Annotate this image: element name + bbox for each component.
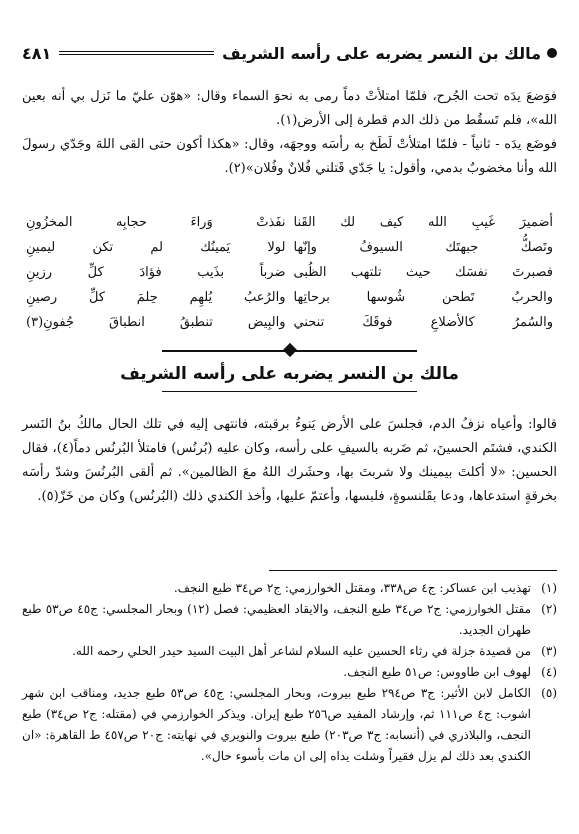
page	[22, 0, 557, 834]
poem-verse	[22, 260, 557, 285]
bullet-icon	[547, 48, 557, 58]
paragraph-3: قالوا: وأعياه نزفُ الدم، فجلسَ على الأرض يَنوءُ برقبته، فانتهى إليه في تلك الحال مالكُ بنُ النَسر الكندي، فشتَم الحسينَ، ثم ضَربه بالسيفِ على رأسه، وكان عليه (بُرنُس) فامتلأ البُرنُس دماً(٤)، فقال الحسين: «لا أكلتَ بيمينك ولا شربتَ بها، وحشَرك اللهُ معَ الظالمين». ثم ألقى البُرنُسَ وشدّ رأسَه بخرقةٍ استدعاها، ودعا بقَلنسوةٍ، فلبسها، وأعتمّ عليها، وأخذ الكندي ذلك (البُرنُس) وكان من خَزّ(٥).	[22, 417, 557, 504]
footnote-number: (٤)	[541, 665, 557, 679]
header-rule	[59, 51, 214, 55]
poem-verse	[22, 285, 557, 310]
diamond-icon	[282, 343, 296, 357]
poem-verse	[22, 210, 557, 235]
footnote-number: (٥)	[541, 686, 557, 700]
poem-verse	[22, 235, 557, 260]
running-header	[22, 40, 557, 66]
poem-hemistich-second: والرُعبُ يُلهِم حِلمَ كلِّ رصينِ	[26, 290, 286, 305]
footnote-item	[22, 641, 557, 662]
footnote-item	[22, 662, 557, 683]
poem-hemistich-second: لولا يَمينُك لم تكن ليمينِ	[26, 240, 286, 255]
poem-hemistich-second: نفَذتْ وَراءَ حجابِه المخزُونِ	[26, 215, 286, 230]
poem-hemistich-first: والحربُ تَطحن شُوسها برحاتِها	[293, 290, 553, 305]
paragraph-1: فوَضعَ يدَه تحت الجُرح، فلمّا امتلأتْ دماً رمى به نحوَ السماء وقال: «هوّن عليّ ما نَزل بي أنه بعين الله»، فلم تَسقُط من ذلك الدم قطرة إلى الأرض(١).	[22, 89, 557, 128]
poem-hemistich-first: وتَصكُّ جبهتَك السيوفُ وإنّها	[293, 240, 553, 255]
paragraph-2: فوضَع يدَه - ثانياً - فلمّا امتلأتْ لَطَخ به رأسَه ووجهَه، وقال: «هكذا أكون حتى القى اللهَ وجَدّي رسولَ الله وأنا مخضوبٌ بدمي، وأقول: يا جَدّي قَتلني فُلانٌ وفُلان»(٢).	[22, 137, 557, 176]
footnote-text: تهذيب ابن عساكر: ج٤ ص٣٣٨، ومقتل الخوارزمي: ج٢ ص٣٤ طبع النجف.	[173, 581, 531, 595]
footnote-text: لهوف ابن طاووس: ص٥١ طبع النجف.	[343, 665, 531, 679]
poem	[22, 210, 557, 335]
header-title: مالك بن النسر يضربه على رأسه الشريف	[222, 43, 541, 63]
footnote-number: (٣)	[541, 644, 557, 658]
footnote-item	[22, 683, 557, 767]
footnote-number: (٢)	[541, 602, 557, 616]
poem-hemistich-first: والسُمرُ كالأضلاعِ فوقَكَ تنحني	[293, 315, 553, 330]
section-heading: مالك بن النسر يضربه على رأسه الشريف	[120, 364, 459, 384]
poem-hemistich-first: أضميرَ غَيبِ الله كيف لك القَنا	[293, 215, 553, 230]
poem-hemistich-first: فصبرتَ نفسَك حيث تلتهب الظُبى	[293, 265, 553, 280]
poem-hemistich-second: والبِيض تنطبقُ انطباقَ جُفونِ(٣)	[26, 315, 286, 330]
section-divider-ornament	[22, 344, 557, 358]
poem-verse	[22, 310, 557, 335]
footnotes	[22, 578, 557, 767]
footnotes-separator	[269, 570, 557, 571]
page-number: ٤٨١	[22, 43, 52, 63]
footnote-text: مقتل الخوارزمي: ج٢ ص٣٤ طبع النجف، والايقاد العظيمي: فصل (١٢) وبحار المجلسي: ج٤٥ ص٥٣ طبع طهران الجديد.	[22, 602, 532, 637]
footnote-item	[22, 578, 557, 599]
footnote-number: (١)	[541, 581, 557, 595]
footnote-item	[22, 599, 557, 641]
poem-hemistich-second: ضرباً بذَيب فؤادَ كلِّ رزينِ	[26, 265, 286, 280]
footnote-text: من قصيدة جزلة في رثاء الحسين عليه السلام لشاعر أهل البيت السيد حيدر الحلي رحمه الله.	[72, 644, 531, 658]
heading-underline	[162, 391, 417, 392]
footnote-text: الكامل لابن الأثير: ج٣ ص٢٩٤ طبع بيروت، وبحار المجلسي: ج٤٥ ص٥٣ طبع جديد، ومناقب ابن شهر اشوب: ج٤ ص١١١ ثم، وإرشاد المفيد ص٢٥٦ طبع إيران. ويذكر الخوارزمي في (مقتله: ج٢ ص٣٤) طبع النجف، والبلاذري في (أنسابه: ج٣ ص٢٠٣) طبع بيروت والنويري في نهايته: ج٢٠ ص٤٥٧ ط القاهرة: «ان الكندي بعد ذلك لم يزل فقيراً وشلت يداه إلى ان مات بأسوء حال».	[22, 686, 532, 763]
